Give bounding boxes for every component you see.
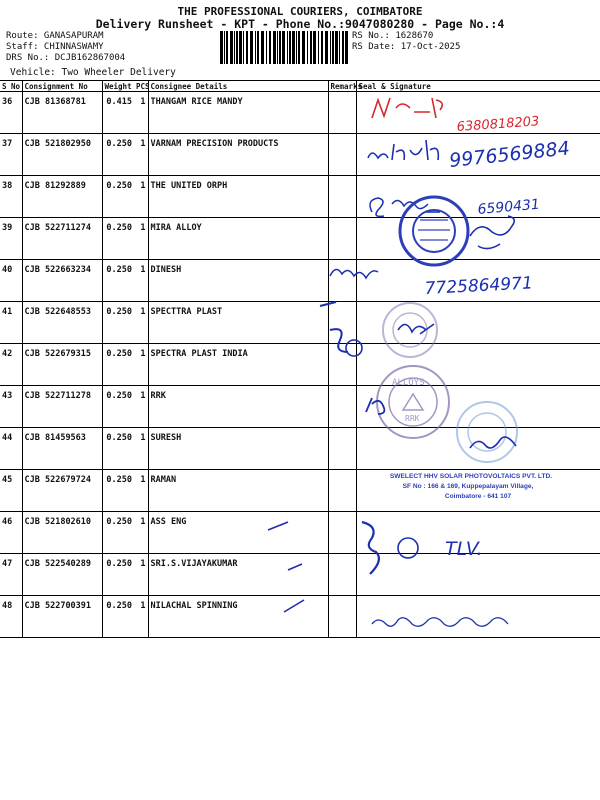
col-header-remarks: Remarks	[328, 81, 356, 92]
cell-sno: 46	[0, 512, 22, 554]
barcode-bar	[307, 31, 308, 64]
cell-pcs: 1	[134, 470, 148, 512]
table-row	[0, 554, 600, 596]
barcode-bar	[310, 31, 312, 64]
cell-sno: 47	[0, 554, 22, 596]
cell-remarks	[328, 470, 356, 512]
cell-seal-signature	[356, 428, 600, 470]
stamp-address-1: SF No : 166 & 169, Kuppepalayam Village,	[402, 483, 534, 490]
cell-consignee: VARNAM PRECISION PRODUCTS	[148, 134, 328, 176]
cell-consignee: RAMAN	[148, 470, 328, 512]
barcode-bar	[261, 31, 264, 64]
phone-40: 7725864971	[424, 273, 534, 299]
table-row	[0, 344, 600, 386]
barcode-bar	[292, 31, 295, 64]
cell-consignee: MIRA ALLOY	[148, 218, 328, 260]
table-row	[0, 92, 600, 134]
runsheet-meta-right	[352, 31, 460, 53]
company-title: THE PROFESSIONAL COURIERS, COIMBATORE	[177, 5, 423, 18]
barcode-bar	[277, 31, 278, 64]
cell-remarks	[328, 386, 356, 428]
cell-pcs: 1	[134, 554, 148, 596]
cell-consignment-no: CJB 81368781	[22, 92, 102, 134]
cell-consignee: RRK	[148, 386, 328, 428]
cell-pcs: 1	[134, 596, 148, 638]
barcode-bar	[269, 31, 271, 64]
cell-pcs: 1	[134, 428, 148, 470]
cell-remarks	[328, 344, 356, 386]
barcode-bar	[321, 31, 323, 64]
cell-pcs: 1	[134, 386, 148, 428]
cell-seal-signature	[356, 344, 600, 386]
barcode-bar	[318, 31, 319, 64]
cell-sno: 43	[0, 386, 22, 428]
col-header-consignee: Consignee Details	[148, 81, 328, 92]
cell-seal-signature	[356, 554, 600, 596]
barcode-image	[220, 31, 348, 64]
cell-pcs: 1	[134, 302, 148, 344]
barcode-bar	[236, 31, 238, 64]
barcode-bar	[282, 31, 285, 64]
table-row	[0, 470, 600, 512]
barcode-bar	[224, 31, 225, 64]
cell-sno: 37	[0, 134, 22, 176]
barcode-bar	[250, 31, 253, 64]
barcode-bar	[289, 31, 291, 64]
route-label: Route: GANASAPURAM	[6, 31, 104, 41]
barcode-bar	[332, 31, 334, 64]
table-row	[0, 428, 600, 470]
cell-seal-signature	[356, 176, 600, 218]
cell-sno: 40	[0, 260, 22, 302]
cell-weight: 0.250	[102, 428, 134, 470]
drs-number: DRS No.: DCJB162867004	[6, 53, 126, 63]
barcode-bar	[335, 31, 338, 64]
col-header-weight: Weight	[102, 81, 134, 92]
col-header-consignment: Consignment No	[22, 81, 102, 92]
cell-sno: 42	[0, 344, 22, 386]
table-row	[0, 512, 600, 554]
phone-37: 9976569884	[448, 137, 571, 172]
stamp-address-2: Coimbatore - 641 107	[444, 493, 512, 500]
cell-seal-signature	[356, 260, 600, 302]
barcode-bar	[220, 31, 223, 64]
table-row	[0, 260, 600, 302]
cell-remarks	[328, 512, 356, 554]
cell-consignee: THANGAM RICE MANDY	[148, 92, 328, 134]
runsheet-meta-left	[6, 31, 125, 64]
cell-consignment-no: CJB 522711278	[22, 386, 102, 428]
rs-number: RS No.: 1628670	[352, 31, 434, 41]
barcode-bar	[257, 31, 259, 64]
vehicle-label: Vehicle: Two Wheeler Delivery	[10, 67, 176, 78]
cell-weight: 0.250	[102, 176, 134, 218]
cell-weight: 0.250	[102, 344, 134, 386]
barcode-bar	[255, 31, 256, 64]
barcode-bar	[339, 31, 340, 64]
cell-seal-signature	[356, 386, 600, 428]
barcode-bar	[279, 31, 281, 64]
cell-pcs: 1	[134, 260, 148, 302]
cell-weight: 0.250	[102, 134, 134, 176]
table-row	[0, 218, 600, 260]
barcode-bar	[239, 31, 242, 64]
cell-consignee: SRI.S.VIJAYAKUMAR	[148, 554, 328, 596]
cell-sno: 39	[0, 218, 22, 260]
barcode-bar	[234, 31, 235, 64]
cell-consignment-no: CJB 522648553	[22, 302, 102, 344]
barcode-bar	[230, 31, 233, 64]
cell-remarks	[328, 302, 356, 344]
cell-weight: 0.250	[102, 302, 134, 344]
rrk-seal-label: RRK	[405, 414, 420, 423]
phone-38: 6590431	[476, 196, 541, 218]
cell-pcs: 1	[134, 92, 148, 134]
cell-sno: 48	[0, 596, 22, 638]
cell-weight: 0.250	[102, 512, 134, 554]
phone-36: 6380818203	[456, 114, 540, 135]
barcode-bar	[325, 31, 328, 64]
table-row	[0, 302, 600, 344]
table-row	[0, 176, 600, 218]
cell-remarks	[328, 176, 356, 218]
cell-weight: 0.415	[102, 92, 134, 134]
cell-consignee: ASS ENG	[148, 512, 328, 554]
cell-remarks	[328, 428, 356, 470]
cell-sno: 36	[0, 92, 22, 134]
cell-seal-signature	[356, 512, 600, 554]
cell-seal-signature	[356, 302, 600, 344]
col-header-sno: S No	[2, 81, 21, 91]
table-header-row	[0, 81, 600, 92]
cell-remarks	[328, 260, 356, 302]
cell-sno: 41	[0, 302, 22, 344]
runsheet-title: Delivery Runsheet - KPT - Phone No.:9047080280 - Page No.:4	[95, 17, 505, 31]
cell-remarks	[328, 134, 356, 176]
cell-consignment-no: CJB 522711274	[22, 218, 102, 260]
cell-sno: 44	[0, 428, 22, 470]
barcode-bar	[287, 31, 288, 64]
table-row	[0, 386, 600, 428]
cell-remarks	[328, 92, 356, 134]
cell-seal-signature	[356, 134, 600, 176]
col-header-pcs: PCS	[136, 81, 150, 91]
cell-consignment-no: CJB 81459563	[22, 428, 102, 470]
cell-pcs: 1	[134, 176, 148, 218]
cell-seal-signature	[356, 92, 600, 134]
note-47: TLV.	[445, 538, 483, 560]
runsheet-table	[0, 80, 600, 638]
barcode-bar	[298, 31, 300, 64]
cell-consignee: SPECTTRA PLAST	[148, 302, 328, 344]
cell-pcs: 1	[134, 512, 148, 554]
barcode-bar	[246, 31, 248, 64]
staff-label: Staff: CHINNASWAMY	[6, 42, 104, 52]
cell-consignment-no: CJB 522540289	[22, 554, 102, 596]
barcode-bar	[342, 31, 344, 64]
table-row	[0, 134, 600, 176]
cell-sno: 38	[0, 176, 22, 218]
cell-weight: 0.250	[102, 218, 134, 260]
barcode-bar	[302, 31, 305, 64]
cell-remarks	[328, 596, 356, 638]
cell-consignee: NILACHAL SPINNING	[148, 596, 328, 638]
cell-consignment-no: CJB 522700391	[22, 596, 102, 638]
barcode-bar	[330, 31, 331, 64]
stamp-company-name: SWELECT HHV SOLAR PHOTOVOLTAICS PVT. LTD.	[389, 473, 553, 480]
cell-seal-signature	[356, 596, 600, 638]
cell-consignment-no: CJB 522663234	[22, 260, 102, 302]
rrk-seal-alloys: ALLOYS	[392, 378, 425, 388]
cell-remarks	[328, 554, 356, 596]
barcode-bar	[273, 31, 276, 64]
cell-consignee: SURESH	[148, 428, 328, 470]
cell-consignee: SPECTRA PLAST INDIA	[148, 344, 328, 386]
cell-consignee: DINESH	[148, 260, 328, 302]
table-row	[0, 596, 600, 638]
barcode-bar	[243, 31, 244, 64]
cell-pcs: 1	[134, 134, 148, 176]
cell-consignee: THE UNITED ORPH	[148, 176, 328, 218]
barcode-bar	[296, 31, 297, 64]
cell-sno: 45	[0, 470, 22, 512]
barcode-bar	[226, 31, 228, 64]
col-header-seal: Seal & Signature	[356, 81, 600, 92]
cell-consignment-no: CJB 521802610	[22, 512, 102, 554]
barcode-bar	[266, 31, 267, 64]
cell-consignment-no: CJB 522679724	[22, 470, 102, 512]
rs-date: RS Date: 17-Oct-2025	[352, 42, 461, 52]
cell-weight: 0.250	[102, 260, 134, 302]
cell-pcs: 1	[134, 218, 148, 260]
barcode-bar	[345, 31, 348, 64]
cell-seal-signature	[356, 470, 600, 512]
cell-consignment-no: CJB 522679315	[22, 344, 102, 386]
cell-weight: 0.250	[102, 554, 134, 596]
cell-consignment-no: CJB 81292889	[22, 176, 102, 218]
cell-pcs: 1	[134, 344, 148, 386]
cell-remarks	[328, 218, 356, 260]
barcode-bar	[313, 31, 316, 64]
cell-weight: 0.250	[102, 596, 134, 638]
cell-consignment-no: CJB 521802950	[22, 134, 102, 176]
cell-weight: 0.250	[102, 470, 134, 512]
cell-weight: 0.250	[102, 386, 134, 428]
cell-seal-signature	[356, 218, 600, 260]
